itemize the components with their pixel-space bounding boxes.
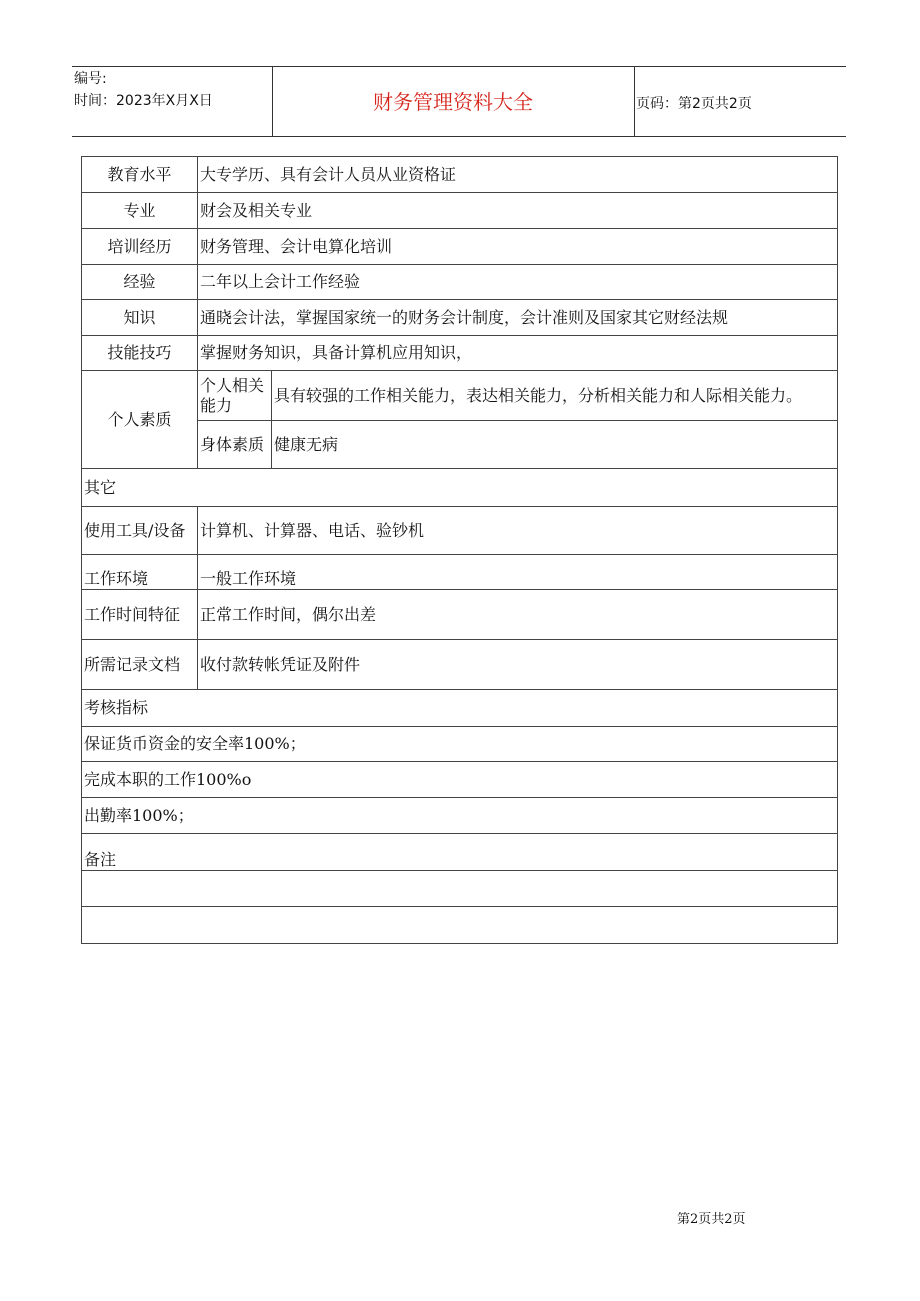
personal-ability-value: 具有较强的工作相关能力，表达相关能力，分析相关能力和人际相关能力。 (272, 371, 838, 421)
page-number-label: 页码：第2页共2页 (636, 96, 752, 112)
environment-value: 一般工作环境 (198, 555, 838, 590)
work-time-label: 工作时间特征 (82, 590, 198, 640)
header-divider-right (634, 66, 635, 137)
physical-quality-label: 身体素质 (198, 421, 272, 469)
table-row (82, 834, 838, 871)
kpi-item: 保证货币资金的安全率100%； (82, 727, 838, 762)
work-time-value: 正常工作时间，偶尔出差 (198, 590, 838, 640)
skills-value: 掌握财务知识，具备计算机应用知识， (198, 336, 838, 371)
education-value: 大专学历、具有会计人员从业资格证 (198, 157, 838, 193)
kpi-heading: 考核指标 (82, 690, 838, 727)
table-row (82, 336, 838, 371)
skills-label: 技能技巧 (82, 336, 198, 371)
personal-ability-label: 个人相关能力 (198, 371, 272, 421)
remarks-heading: 备注 (82, 834, 838, 871)
table-row (82, 907, 838, 944)
header-top-rule (72, 66, 846, 67)
header-bottom-rule (72, 136, 846, 137)
table-row (82, 157, 838, 193)
table-row (82, 555, 838, 590)
major-value: 财会及相关专业 (198, 193, 838, 229)
table-row (82, 798, 838, 834)
experience-value: 二年以上会计工作经验 (198, 265, 838, 300)
table-row (82, 229, 838, 265)
kpi-item: 出勤率100%； (82, 798, 838, 834)
table-row (82, 265, 838, 300)
remarks-blank-row (82, 907, 838, 944)
education-label: 教育水平 (82, 157, 198, 193)
records-label: 所需记录文档 (82, 640, 198, 690)
table-row (82, 640, 838, 690)
major-label: 专业 (82, 193, 198, 229)
table-row (82, 590, 838, 640)
tools-value: 计算机、计算器、电话、验钞机 (198, 507, 838, 555)
document-number-label: 编号: (74, 71, 107, 87)
table-row (82, 193, 838, 229)
page-title: 财务管理资料大全 (373, 90, 533, 114)
table-row (82, 871, 838, 907)
physical-quality-value: 健康无病 (272, 421, 838, 469)
footer-page-number: 第2页共2页 (677, 1212, 746, 1227)
document-time: 时间：2023年X月X日 (74, 93, 213, 109)
table-row (82, 507, 838, 555)
tools-label: 使用工具/设备 (82, 507, 198, 555)
table-row (82, 727, 838, 762)
knowledge-value: 通晓会计法，掌握国家统一的财务会计制度，会计准则及国家其它财经法规 (198, 300, 838, 336)
personal-quality-label: 个人素质 (82, 371, 198, 469)
kpi-item: 完成本职的工作100%o (82, 762, 838, 798)
knowledge-label: 知识 (82, 300, 198, 336)
other-heading: 其它 (82, 469, 838, 507)
environment-label: 工作环境 (82, 555, 198, 590)
table-row (82, 371, 838, 421)
remarks-blank-row (82, 871, 838, 907)
training-label: 培训经历 (82, 229, 198, 265)
experience-label: 经验 (82, 265, 198, 300)
table-row (82, 300, 838, 336)
table-row (82, 762, 838, 798)
job-description-table (81, 156, 838, 944)
training-value: 财务管理、会计电算化培训 (198, 229, 838, 265)
records-value: 收付款转帐凭证及附件 (198, 640, 838, 690)
table-row (82, 469, 838, 507)
table-row (82, 690, 838, 727)
